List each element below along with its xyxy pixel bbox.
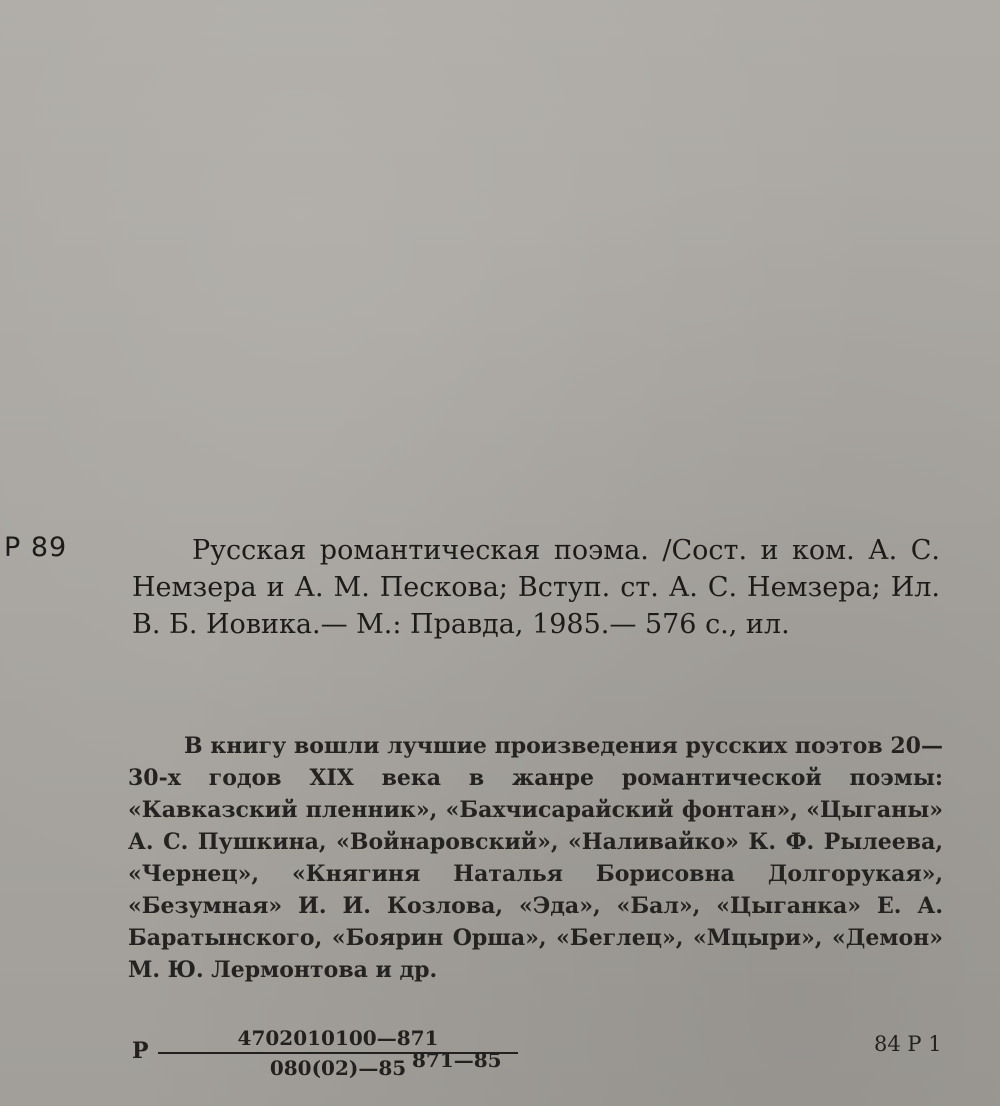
- bibliographic-entry: [132, 532, 940, 643]
- middle-code: 871—85: [412, 1048, 502, 1072]
- fraction-denominator: 080(02)—85: [269, 1056, 407, 1080]
- annotation: [128, 730, 943, 986]
- bibliographic-entry-text: Русская романтическая поэма. /Сост. и ком. А. С. Немзера и А. М. Пескова; Вступ. ст. А. С. Немзера; Ил. В. Б. Иовика.— М.: Правда, 1985.— 576 с., ил.: [132, 535, 940, 640]
- annotation-text: В книгу вошли лучшие произведения русских поэтов 20—30-х годов XIX века в жанре романтической поэмы: «Кавказский пленник», «Бахчисарайский фонтан», «Цыганы» А. С. Пушкина, «Войнаровский», «Наливайко» К. Ф. Рылеева, «Чернец», «Княгиня Наталья Борисовна Долгорукая», «Безумная» И. И. Козлова, «Эда», «Бал», «Цыганка» Е. А. Баратынского, «Боярин Орша», «Беглец», «Мцыри», «Демон» М. Ю. Лермонтова и др.: [128, 733, 943, 983]
- imprint-codes: [132, 1026, 962, 1096]
- fraction-letter: Р: [132, 1038, 149, 1064]
- classification-code: 84 Р 1: [874, 1032, 942, 1056]
- fraction-numerator: 4702010100—871: [158, 1026, 518, 1054]
- catalog-code: Р 89: [4, 532, 68, 563]
